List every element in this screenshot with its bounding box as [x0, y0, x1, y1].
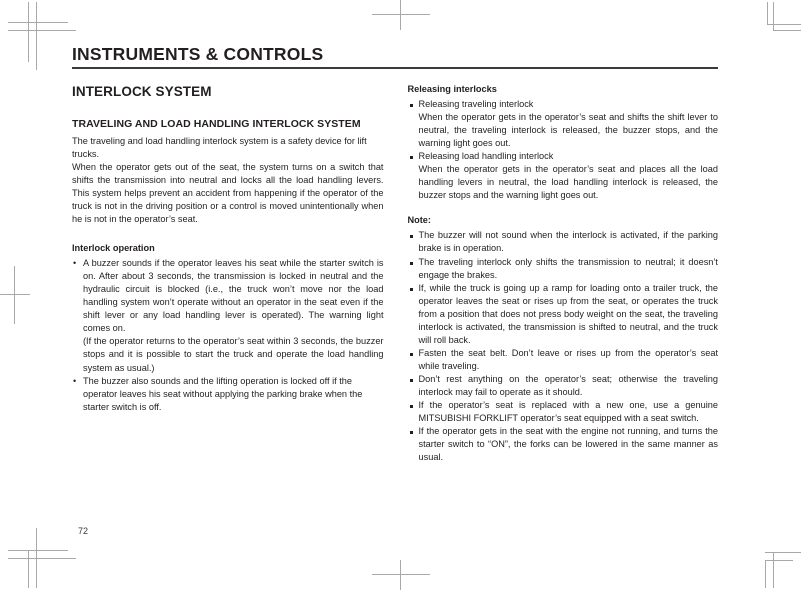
intro-paragraph-2: When the operator gets out of the seat, the system turns on a switch that shifts the transmission into neutral and locks all the load handling levers. This system helps prevent an accident from happening if the operator of the truck is not in the driving position or a control is moved unintentionally when he is not in the operator’s seat. — [72, 161, 384, 225]
list-item-label: Releasing traveling interlock — [418, 98, 534, 109]
list-item — [408, 282, 719, 347]
releasing-interlocks-heading: Releasing interlocks — [407, 84, 497, 94]
list-item — [408, 150, 719, 202]
page-number: 72 — [78, 526, 89, 536]
note-list — [408, 229, 719, 464]
registration-crosshair-bottom-horizontal — [372, 574, 430, 575]
crop-mark-bottom-right-inner-horizontal — [765, 560, 793, 561]
spacer — [72, 226, 384, 243]
crop-mark-top-left-horizontal — [8, 30, 76, 31]
intro-paragraph-1: The traveling and load handling interlock system is a safety device for lift trucks. — [72, 135, 367, 159]
crop-mark-top-left-inner-vertical — [28, 2, 29, 62]
crop-mark-bottom-left-vertical — [36, 528, 37, 588]
crop-mark-top-left-vertical — [36, 2, 37, 70]
list-item-continuation: (If the operator returns to the operator’s seat within 3 seconds, the buzzer stops and it is possible to start the truck and operate the load handling system as usual.) — [83, 336, 384, 373]
list-item — [72, 375, 384, 414]
list-item — [72, 257, 384, 375]
list-item-text: • The buzzer also sounds and the lifting operation is locked off if the operator leaves his seat without applying the parking brake when the starter switch is off. — [83, 375, 363, 412]
registration-crosshair-top-vertical — [400, 0, 401, 30]
running-head — [72, 45, 718, 69]
crop-mark-bottom-right-horizontal — [765, 552, 801, 553]
list-item-body: When the operator gets in the operator’s seat and shifts the shift lever to neutral, the traveling interlock is released, the buzzer stops, and the warning light goes out. — [418, 112, 718, 149]
body-columns — [72, 84, 718, 465]
list-item — [408, 425, 719, 464]
crop-mark-bottom-left-inner-horizontal — [8, 550, 68, 551]
header-divider — [72, 67, 718, 69]
crop-mark-bottom-right-inner-vertical — [765, 560, 766, 588]
releasing-interlocks-list — [408, 98, 719, 203]
left-column — [72, 84, 384, 465]
crop-mark-bottom-right-vertical — [773, 552, 774, 588]
list-item-text: If the operator’s seat is replaced with a new one, use a genuine MITSUBISHI FORKLIFT operator’s seat equipped with a seat switch. — [418, 400, 718, 424]
registration-crosshair-left-vertical — [14, 266, 15, 324]
note-heading: Note: — [407, 215, 431, 226]
list-item — [408, 98, 719, 150]
crop-mark-top-right-horizontal — [773, 30, 801, 31]
list-item-text: The buzzer will not sound when the interlock is activated, if the parking brake is in operation. — [418, 230, 718, 254]
list-item — [408, 347, 719, 373]
list-item-text: Fasten the seat belt. Don’t leave or rises up from the operator’s seat while traveling. — [418, 347, 718, 372]
right-column — [408, 84, 719, 465]
list-item-body: When the operator gets in the operator’s seat and places all the load handling levers in neutral, the load handling interlock is released, the buzzer stops and the warning light goes out. — [418, 164, 718, 201]
crop-mark-top-right-inner-vertical — [767, 2, 768, 24]
list-item-text: • A buzzer sounds if the operator leaves his seat while the starter switch is on. After about 3 seconds, the transmission is locked in neutral and the hydraulic circuit is blocked (i.e., the truck won’t move nor the load handling system won’t operate without an operator in the seat even if the shift lever or any load handling lever is operated). The warning light comes on. — [83, 258, 384, 334]
registration-crosshair-left-horizontal — [0, 294, 30, 295]
crop-mark-top-left-inner-horizontal — [8, 22, 68, 23]
crop-mark-top-right-inner-horizontal — [767, 24, 801, 25]
list-item-text: If the operator gets in the seat with the engine not running, and turns the starter switch to “ON”, the forks can be lowered in the same manner as usual. — [418, 426, 718, 463]
crop-mark-bottom-left-inner-vertical — [28, 550, 29, 588]
registration-crosshair-bottom-vertical — [400, 560, 401, 590]
interlock-operation-list — [72, 257, 384, 414]
list-item — [408, 256, 719, 282]
crop-mark-top-right-vertical — [773, 2, 774, 30]
registration-crosshair-top-horizontal — [372, 14, 430, 15]
list-item-label: Releasing load handling interlock — [418, 151, 554, 162]
list-item — [408, 229, 719, 255]
list-item — [408, 399, 719, 425]
list-item-text: If, while the truck is going up a ramp for loading onto a trailer truck, the operator leaves the seat or rises up from the seat, or operates the truck from a position that does not press body weight on the seat, the traveling interlock is activated, the transmission is shifted to neutral, and the truck will roll back. — [418, 282, 718, 345]
list-item-text: Don’t rest anything on the operator’s seat; otherwise the traveling interlock may fail to operate as it should. — [418, 374, 718, 398]
interlock-operation-heading: Interlock operation — [72, 243, 155, 254]
crop-mark-bottom-left-horizontal — [8, 558, 76, 559]
spacer — [408, 202, 719, 215]
subsection-title: TRAVELING AND LOAD HANDLING INTERLOCK SYSTEM — [72, 117, 361, 130]
page-title: INSTRUMENTS & CONTROLS — [72, 44, 324, 64]
section-title: INTERLOCK SYSTEM — [72, 84, 212, 99]
list-item-text: The traveling interlock only shifts the transmission to neutral; it doesn’t engage the brakes. — [418, 256, 718, 280]
list-item — [408, 373, 719, 399]
